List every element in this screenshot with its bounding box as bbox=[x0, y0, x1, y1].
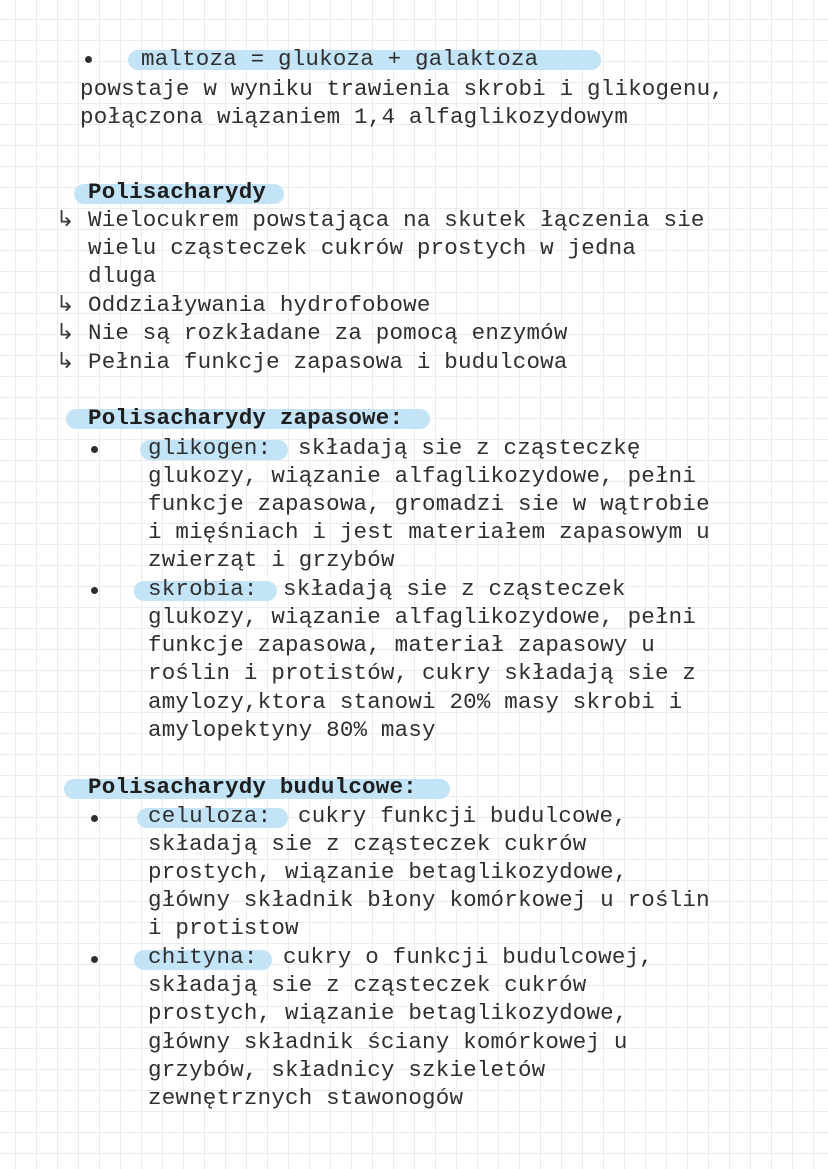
celuloza-term: celuloza: bbox=[148, 803, 272, 829]
text-line: funkcje zapasowa, materiał zapasowy u bbox=[148, 632, 655, 658]
text-line: wielu cząsteczek cukrów prostych w jedna bbox=[88, 235, 637, 261]
bullet-icon bbox=[91, 956, 98, 963]
text-line: cukry funkcji budulcowe, bbox=[298, 803, 627, 829]
glikogen-term: glikogen: bbox=[148, 435, 272, 461]
text-line: amylopektyny 80% masy bbox=[148, 717, 436, 743]
section-heading: Polisacharydy budulcowe: bbox=[88, 774, 417, 800]
bullet-icon bbox=[91, 815, 98, 822]
bullet-icon bbox=[91, 587, 98, 594]
maltoza-term: maltoza = glukoza + galaktoza bbox=[141, 46, 539, 72]
text-line: składają sie z cząsteczkę bbox=[298, 435, 641, 461]
text-line: grzybów, składnicy szkieletów bbox=[148, 1057, 546, 1083]
text-line: główny składnik ściany komórkowej u bbox=[148, 1029, 628, 1055]
text-line: składają sie z cząsteczek bbox=[283, 576, 626, 602]
text-line: cukry o funkcji budulcowej, bbox=[283, 944, 653, 970]
text-line: Pełnia funkcje zapasowa i budulcowa bbox=[88, 349, 568, 375]
text-line: połączona wiązaniem 1,4 alfaglikozydowym bbox=[80, 104, 629, 130]
text-line: powstaje w wyniku trawienia skrobi i glikogenu, bbox=[80, 76, 725, 102]
text-line: składają sie z cząsteczek cukrów bbox=[148, 972, 587, 998]
text-line: prostych, wiązanie betaglikozydowe, bbox=[148, 1000, 628, 1026]
return-arrow-icon: ↳ bbox=[56, 292, 75, 317]
text-line: i mięśniach i jest materiałem zapasowym u bbox=[148, 519, 710, 545]
return-arrow-icon: ↳ bbox=[56, 349, 75, 374]
text-line: zwierząt i grzybów bbox=[148, 547, 395, 573]
text-line: główny składnik błony komórkowej u roślin bbox=[148, 887, 710, 913]
text-line: amylozy,ktora stanowi 20% masy skrobi i bbox=[148, 689, 683, 715]
section-heading: Polisacharydy zapasowe: bbox=[88, 405, 404, 431]
text-line: glukozy, wiązanie alfaglikozydowe, pełni bbox=[148, 604, 697, 630]
bullet-icon bbox=[91, 446, 98, 453]
text-line: roślin i protistów, cukry składają sie z bbox=[148, 660, 697, 686]
text-line: glukozy, wiązanie alfaglikozydowe, pełni bbox=[148, 463, 697, 489]
text-line: zewnętrznych stawonogów bbox=[148, 1085, 464, 1111]
return-arrow-icon: ↳ bbox=[56, 320, 75, 345]
text-line: dluga bbox=[88, 263, 157, 289]
text-line: Wielocukrem powstająca na skutek łączenia sie bbox=[88, 207, 705, 233]
text-line: i protistow bbox=[148, 915, 299, 941]
section-heading: Polisacharydy bbox=[88, 179, 267, 205]
skrobia-term: skrobia: bbox=[148, 576, 258, 602]
text-line: prostych, wiązanie betaglikozydowe, bbox=[148, 859, 628, 885]
chityna-term: chityna: bbox=[148, 944, 258, 970]
text-line: Oddziaływania hydrofobowe bbox=[88, 292, 431, 318]
text-line: składają sie z cząsteczek cukrów bbox=[148, 831, 587, 857]
text-line: funkcje zapasowa, gromadzi sie w wątrobie bbox=[148, 491, 710, 517]
return-arrow-icon: ↳ bbox=[56, 207, 75, 232]
text-line: Nie są rozkładane za pomocą enzymów bbox=[88, 320, 568, 346]
bullet-icon bbox=[85, 56, 92, 63]
